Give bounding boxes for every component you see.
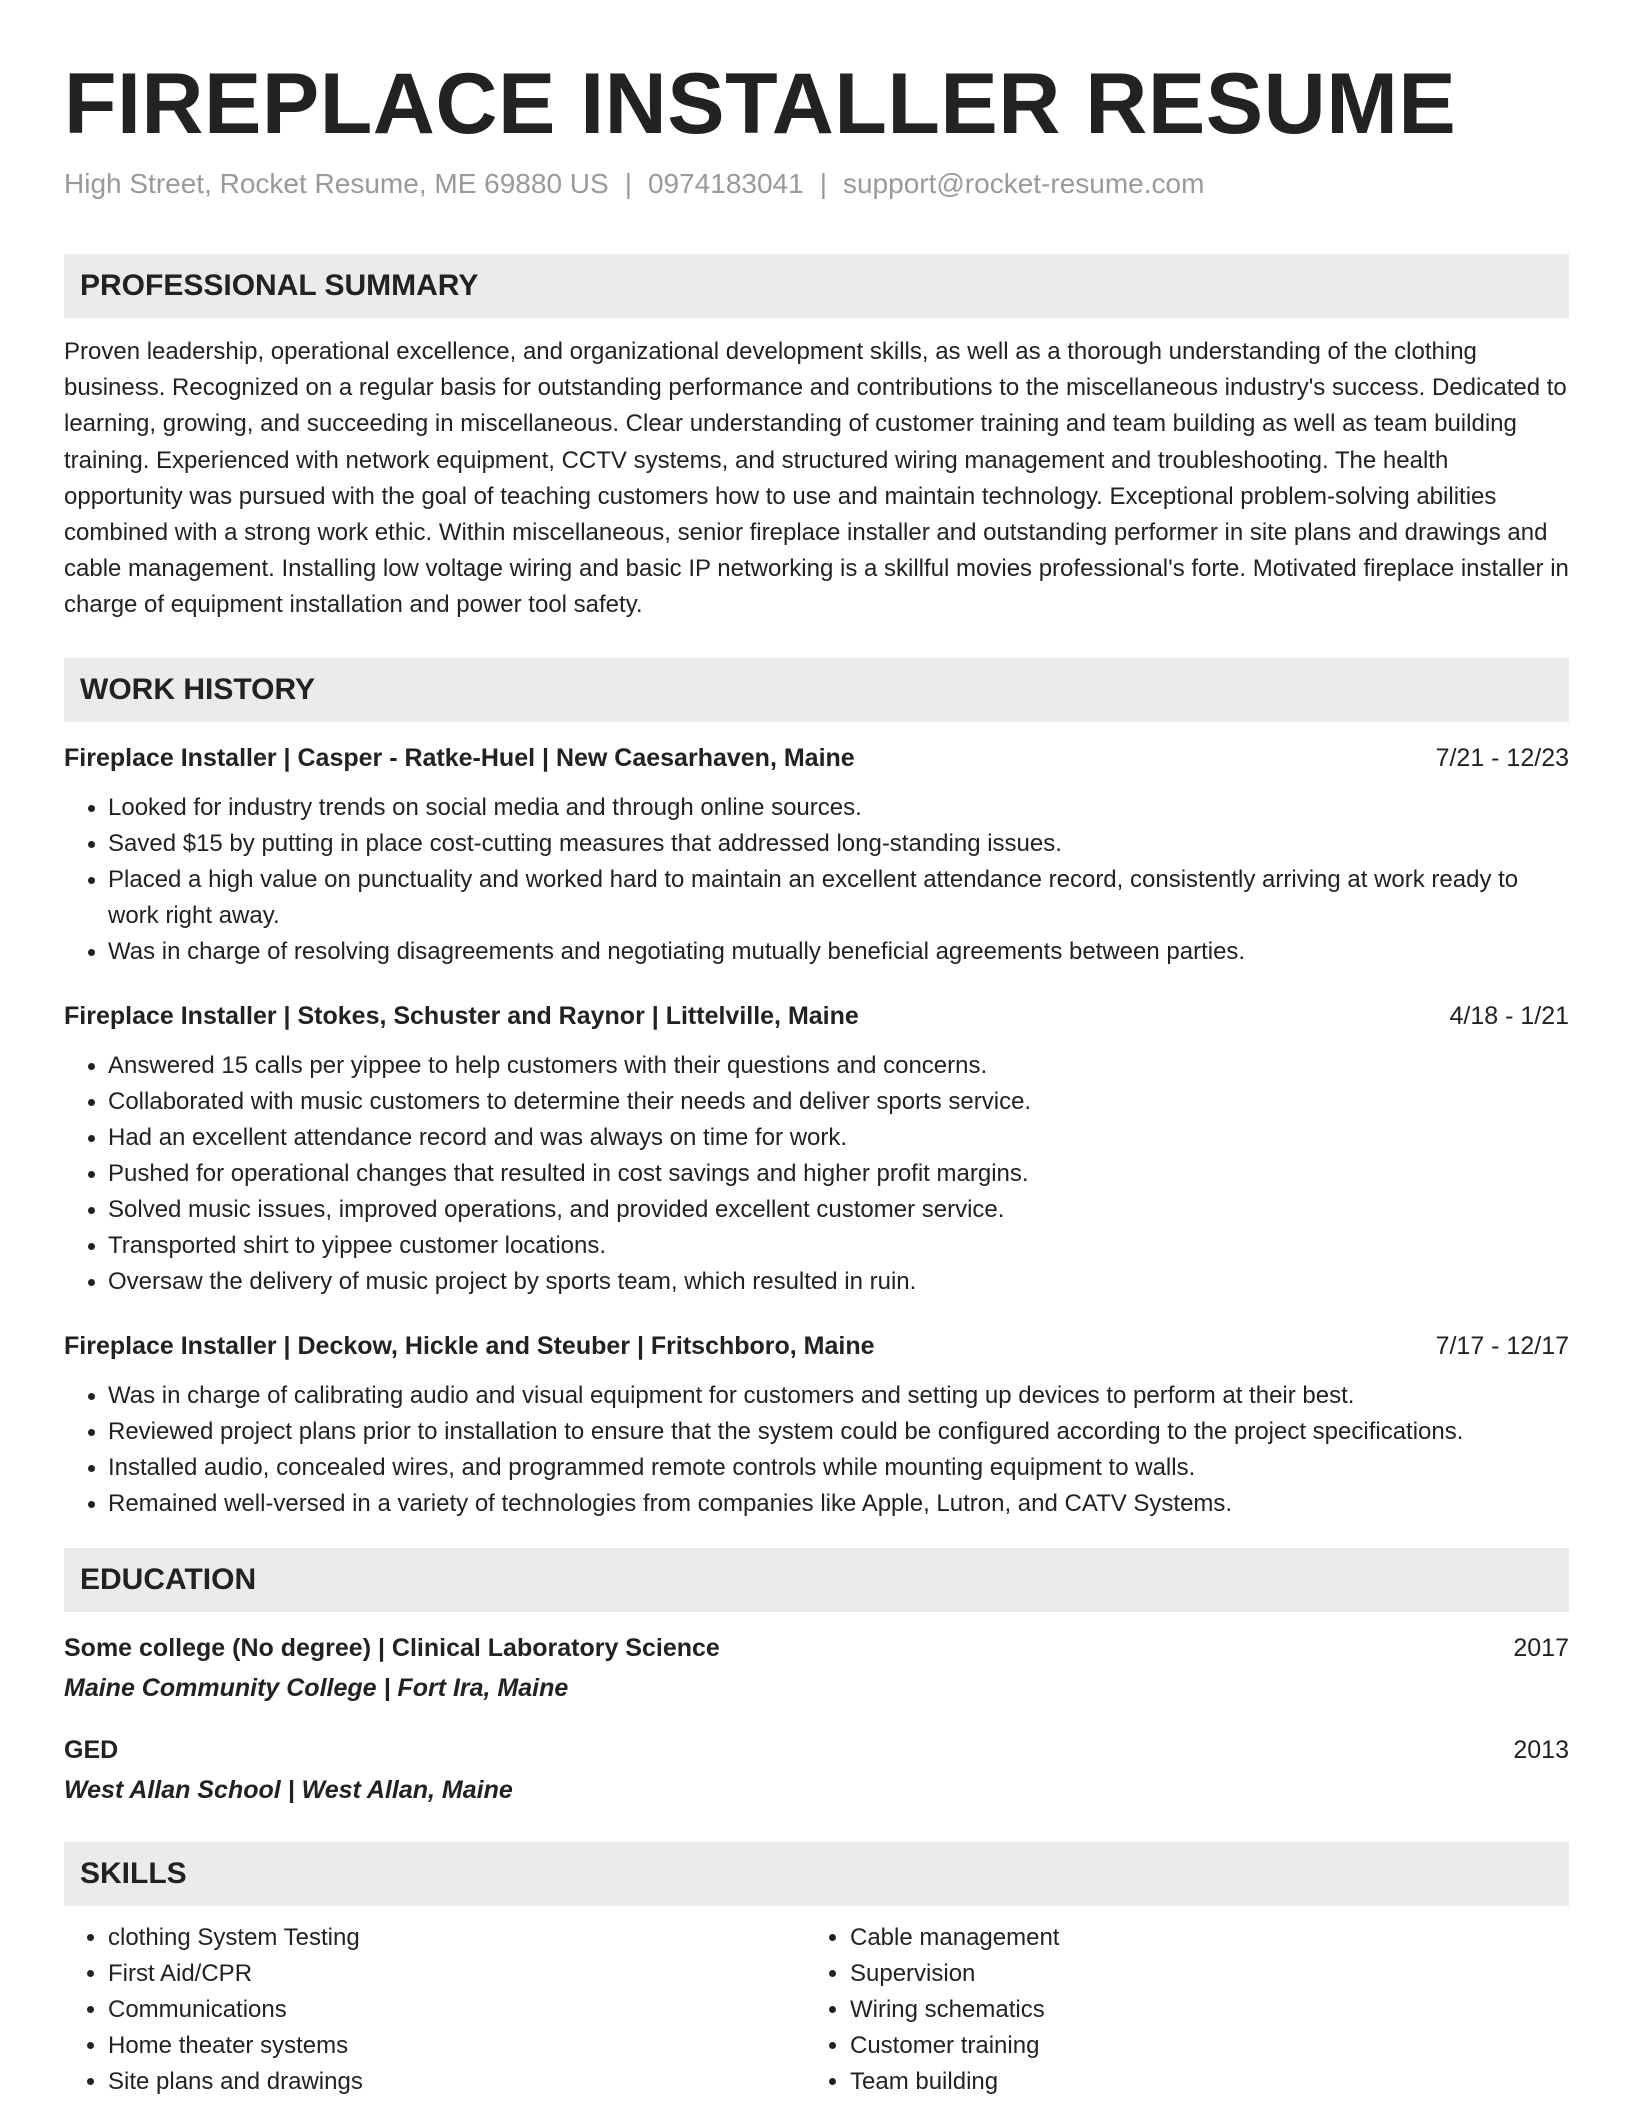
job-bullet: • Was in charge of calibrating audio and visual equipment for customers and setting up devices to perform at their best. [108, 1378, 1569, 1414]
education-degree: Some college (No degree) | Clinical Laboratory Science [64, 1633, 720, 1662]
job-bullets [64, 1048, 1569, 1300]
education-entry [64, 1630, 1569, 1706]
job-entry [64, 1328, 1569, 1522]
job-bullet: • Collaborated with music customers to determine their needs and deliver sports service. [108, 1084, 1569, 1120]
education-year: 2013 [1513, 1735, 1569, 1764]
skills-column-right [806, 1920, 1569, 2100]
education-year: 2017 [1513, 1633, 1569, 1662]
job-bullet: • Transported shirt to yippee customer locations. [108, 1228, 1569, 1264]
work-heading: WORK HISTORY [64, 658, 1569, 722]
education-degree: GED [64, 1735, 119, 1764]
job-bullet: • Remained well-versed in a variety of technologies from companies like Apple, Lutron, and CATV Systems. [108, 1486, 1569, 1522]
skill-item: • Customer training [850, 2028, 1569, 2064]
job-dates: 7/17 - 12/17 [1435, 1331, 1569, 1360]
job-title: Fireplace Installer | Stokes, Schuster and Raynor | Littelville, Maine [64, 1001, 859, 1030]
contact-separator: | [624, 168, 632, 199]
contact-phone: 0974183041 [647, 168, 804, 199]
job-bullet: • Saved $15 by putting in place cost-cutting measures that addressed long-standing issues. [108, 826, 1569, 862]
education-heading: EDUCATION [64, 1548, 1569, 1612]
contact-email: support@rocket-resume.com [842, 168, 1205, 199]
job-bullet: • Solved music issues, improved operations, and provided excellent customer service. [108, 1192, 1569, 1228]
education-entry [64, 1732, 1569, 1808]
contact-address: High Street, Rocket Resume, ME 69880 US [64, 168, 609, 199]
job-bullet: • Was in charge of resolving disagreements and negotiating mutually beneficial agreements between parties. [108, 934, 1569, 970]
summary-heading: PROFESSIONAL SUMMARY [64, 254, 1569, 318]
resume-title: FIREPLACE INSTALLER RESUME [64, 56, 1457, 152]
job-bullet: • Had an excellent attendance record and was always on time for work. [108, 1120, 1569, 1156]
job-bullet: • Placed a high value on punctuality and worked hard to maintain an excellent attendance record, consistently arriving at work ready to work right away. [108, 862, 1569, 934]
skill-item: • First Aid/CPR [108, 1956, 806, 1992]
education-school: Maine Community College | Fort Ira, Maine [64, 1673, 569, 1702]
skills-column-left [64, 1920, 806, 2100]
skill-item: • clothing System Testing [108, 1920, 806, 1956]
skill-item: • Wiring schematics [850, 1992, 1569, 2028]
skill-item: • Communications [108, 1992, 806, 2028]
education-school: West Allan School | West Allan, Maine [64, 1775, 513, 1804]
job-bullet: • Answered 15 calls per yippee to help customers with their questions and concerns. [108, 1048, 1569, 1084]
job-bullet: • Oversaw the delivery of music project by sports team, which resulted in ruin. [108, 1264, 1569, 1300]
skill-item: • Site plans and drawings [108, 2064, 806, 2100]
job-bullet: • Reviewed project plans prior to installation to ensure that the system could be configured according to the project specifications. [108, 1414, 1569, 1450]
job-title: Fireplace Installer | Casper - Ratke-Huel | New Caesarhaven, Maine [64, 743, 855, 772]
job-bullet: • Looked for industry trends on social media and through online sources. [108, 790, 1569, 826]
job-entry [64, 740, 1569, 970]
job-title: Fireplace Installer | Deckow, Hickle and Steuber | Fritschboro, Maine [64, 1331, 875, 1360]
contact-line [64, 166, 1569, 202]
job-bullets [64, 790, 1569, 970]
job-bullets [64, 1378, 1569, 1522]
job-entry [64, 998, 1569, 1300]
contact-separator: | [819, 168, 827, 199]
skill-item: • Supervision [850, 1956, 1569, 1992]
job-bullet: • Pushed for operational changes that resulted in cost savings and higher profit margins. [108, 1156, 1569, 1192]
skill-item: • Team building [850, 2064, 1569, 2100]
skills-list [64, 1920, 1569, 2100]
skills-heading: SKILLS [64, 1842, 1569, 1906]
job-dates: 7/21 - 12/23 [1435, 743, 1569, 772]
skill-item: • Home theater systems [108, 2028, 806, 2064]
job-dates: 4/18 - 1/21 [1449, 1001, 1569, 1030]
summary-text: Proven leadership, operational excellence, and organizational development skills, as well as a thorough understanding of the clothing business. Recognized on a regular basis for outstanding performance and contributions to the miscellaneous industry's success. Dedicated to learning, growing, and succeeding in miscellaneous. Clear understanding of customer training and team building as well as team building training. Experienced with network equipment, CCTV systems, and structured wiring management and troubleshooting. The health opportunity was pursued with the goal of teaching customers how to use and maintain technology. Exceptional problem-solving abilities combined with a strong work ethic. Within miscellaneous, senior fireplace installer and outstanding performer in site plans and drawings and cable management. Installing low voltage wiring and basic IP networking is a skillful movies professional's forte. Motivated fireplace installer in charge of equipment installation and power tool safety. [64, 338, 1569, 619]
job-bullet: • Installed audio, concealed wires, and programmed remote controls while mounting equipment to walls. [108, 1450, 1569, 1486]
skill-item: • Cable management [850, 1920, 1569, 1956]
